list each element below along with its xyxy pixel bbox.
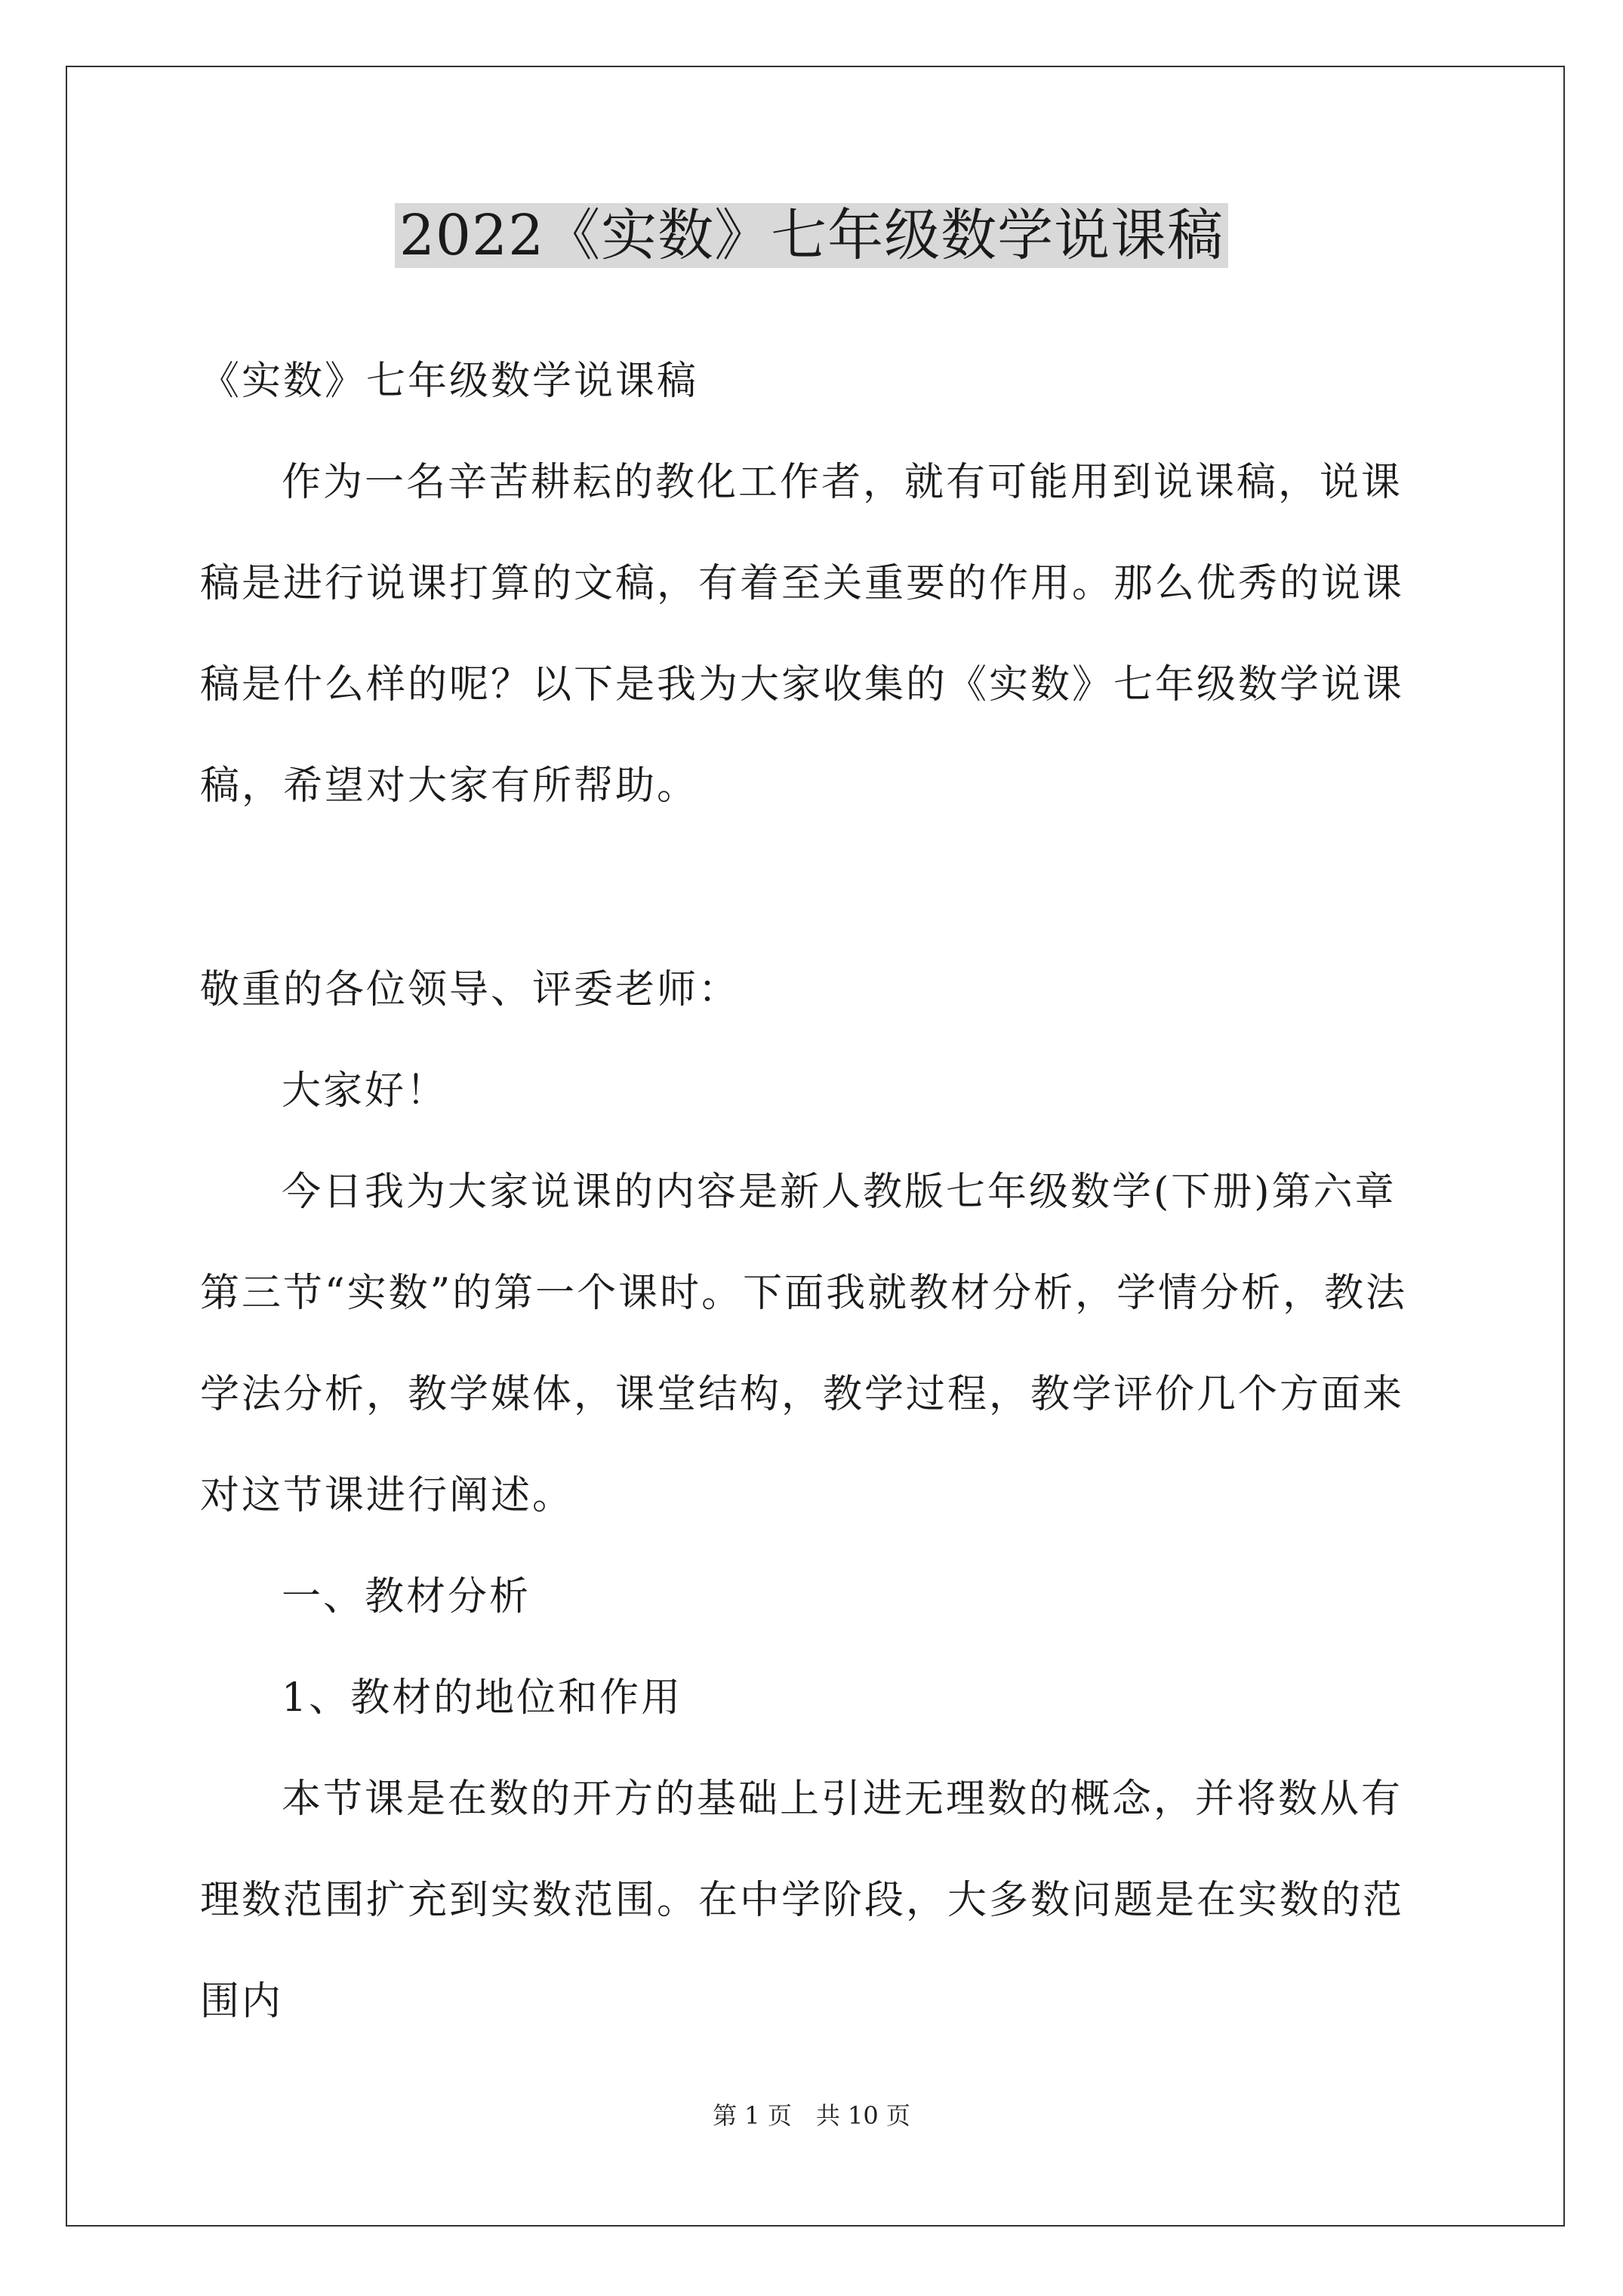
body-paragraph: 本节课是在数的开方的基础上引进无理数的概念，并将数从有理数范围扩充到实数范围。在中学阶段，大多数问题是在实数的范围内 [200, 1777, 1405, 2024]
section-heading: 一、教材分析 [282, 1574, 531, 1620]
document-title-text: 2022《实数》七年级数学说课稿 [395, 203, 1228, 268]
salutation: 敬重的各位领导、评委老师： [200, 967, 741, 1012]
subsection-heading: 1、教材的地位和作用 [282, 1675, 683, 1721]
page-footer: 第 1 页 共 10 页 [713, 2101, 910, 2130]
intro-paragraph: 作为一名辛苦耕耘的教化工作者，就有可能用到说课稿，说课稿是进行说课打算的文稿，有着至关重要的作用。那么优秀的说课稿是什么样的呢？以下是我为大家收集的《实数》七年级数学说课稿，希望对大家有所帮助。 [200, 460, 1405, 809]
document-title [0, 198, 1623, 273]
content-paragraph: 今日我为大家说课的内容是新人教版七年级数学(下册)第六章第三节“实数”的第一个课时。下面我就教材分析，学情分析，教法学法分析，教学媒体，课堂结构，教学过程，教学评价几个方面来对这节课进行阐述。 [200, 1170, 1408, 1518]
greeting: 大家好！ [282, 1068, 448, 1114]
document-subtitle: 《实数》七年级数学说课稿 [200, 359, 699, 404]
